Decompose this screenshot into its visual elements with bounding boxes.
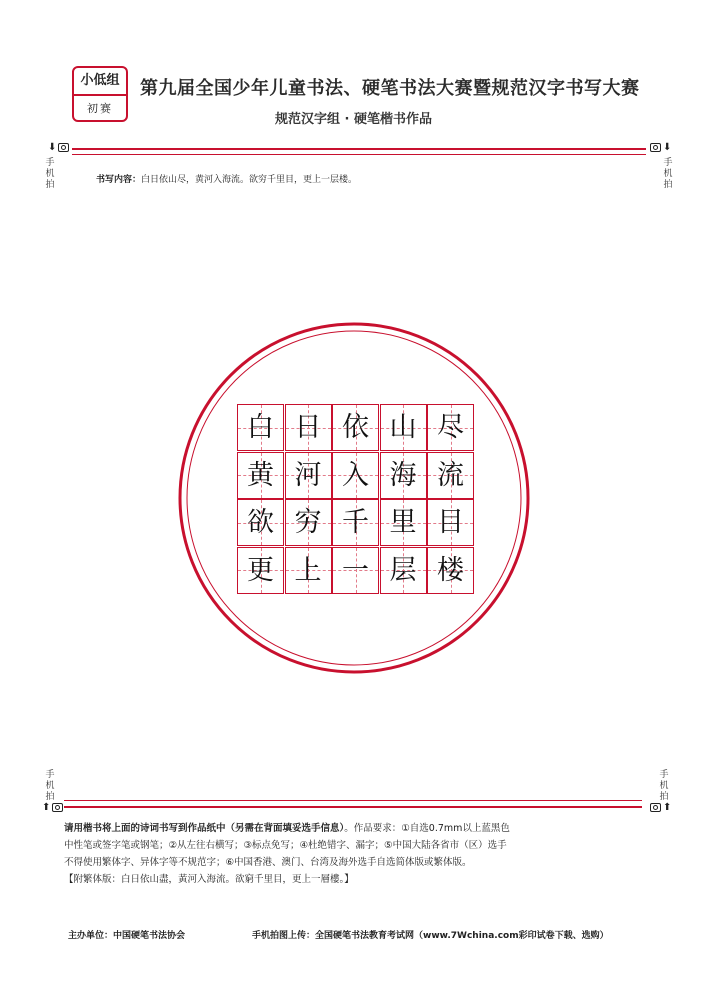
top-right-marker [650,142,671,153]
writing-area [176,320,532,676]
requirements-line2: 中性笔或签字笔或钢笔；②从左往右横写；③标点免写；④杜绝错字、漏字；⑤中国大陆各省市（区）选手 [64,840,507,851]
grid-character: 上 [294,554,322,586]
requirements-lead: 请用楷书将上面的诗词书写到作品纸中（另需在背面填妥选手信息） [64,823,345,834]
side-label-top-right: 手机拍 [663,158,673,190]
upload-info: 手机拍图上传：全国硬笔书法教育考试网（www.7Wchina.com彩印试卷下载、选购） [252,931,609,941]
camera-icon [58,143,69,152]
top-left-marker [48,142,69,153]
top-rule [72,148,646,150]
camera-icon [650,803,661,812]
bottom-left-marker [42,802,63,813]
grid-character: 一 [342,554,369,586]
grid-character: 依 [342,412,369,443]
grid-cell [285,452,332,499]
arrow-up-icon: ⬆ [663,802,672,813]
writing-content [96,172,357,185]
grid-character: 楼 [437,554,464,586]
side-label-bottom-right: 手机拍 [659,770,669,802]
grid-character: 尽 [437,412,464,443]
arrow-up-icon: ⬆ [42,802,51,813]
arrow-down-icon: ⬇ [663,142,672,153]
grid-cell [332,452,379,499]
grid-character: 欲 [247,507,274,538]
grid-cell [237,499,284,546]
organizer: 主办单位：中国硬笔书法协会 [68,931,186,941]
grid-character: 穷 [294,507,322,538]
grid-cell [237,452,284,499]
grid-character: 千 [342,507,369,538]
grid-character: 里 [389,507,417,538]
requirements-text [64,820,644,888]
grid-cell [380,404,427,451]
grid-character: 日 [294,412,322,443]
grid-cell [380,452,427,499]
grid-character: 流 [437,459,464,491]
grid-character: 入 [342,459,369,491]
grid-character: 目 [437,507,464,538]
requirements-traditional: 【附繁体版：白日依山盡，黃河入海流。欲窮千里目，更上一層樓。】 [64,874,354,885]
grid-character: 山 [389,412,417,443]
grid-cell [427,404,474,451]
camera-icon [52,803,63,812]
requirements-line3: 不得使用繁体字、异体字等不规范字；⑥中国香港、澳门、台湾及海外选手自选简体版或繁体版。 [64,857,472,868]
grid-cell [427,547,474,594]
bottom-right-marker [650,802,671,813]
grid-cell [332,404,379,451]
grid-cell [285,547,332,594]
grid-character: 海 [389,459,417,491]
bottom-rule [64,806,642,808]
grid-cell [380,547,427,594]
side-label-top-left: 手机拍 [45,158,55,190]
grid-character: 白 [247,412,274,443]
bottom-rule-thin [64,800,642,801]
grid-cell [237,547,284,594]
grid-cell [380,499,427,546]
arrow-down-icon: ⬇ [48,142,57,153]
grid-character: 层 [389,554,417,586]
grid-character: 河 [294,459,322,491]
page-title: 第九届全国少年儿童书法、硬笔书法大赛暨规范汉字书写大赛 [140,78,640,99]
grid-cell [237,404,284,451]
grid-character: 黄 [247,459,274,491]
grid-cell [332,499,379,546]
writing-content-label: 书写内容： [96,175,142,185]
page-subtitle: 规范汉字组 · 硬笔楷书作品 [275,112,432,127]
side-label-bottom-left: 手机拍 [45,770,55,802]
camera-icon [650,143,661,152]
top-rule-thin [72,154,646,155]
grid-cell [427,499,474,546]
writing-content-text: 白日依山尽，黄河入海流。欲穷千里目，更上一层楼。 [141,175,358,185]
character-grid [237,404,474,594]
grid-cell [427,452,474,499]
stamp-round-label: 初赛 [87,102,113,115]
stamp-group-label: 小低组 [74,68,126,96]
grid-character: 更 [247,554,274,586]
grid-cell [332,547,379,594]
requirements-line1: 。作品要求：①自选0.7mm以上蓝黑色 [344,823,510,834]
grid-cell [285,404,332,451]
grid-cell [285,499,332,546]
